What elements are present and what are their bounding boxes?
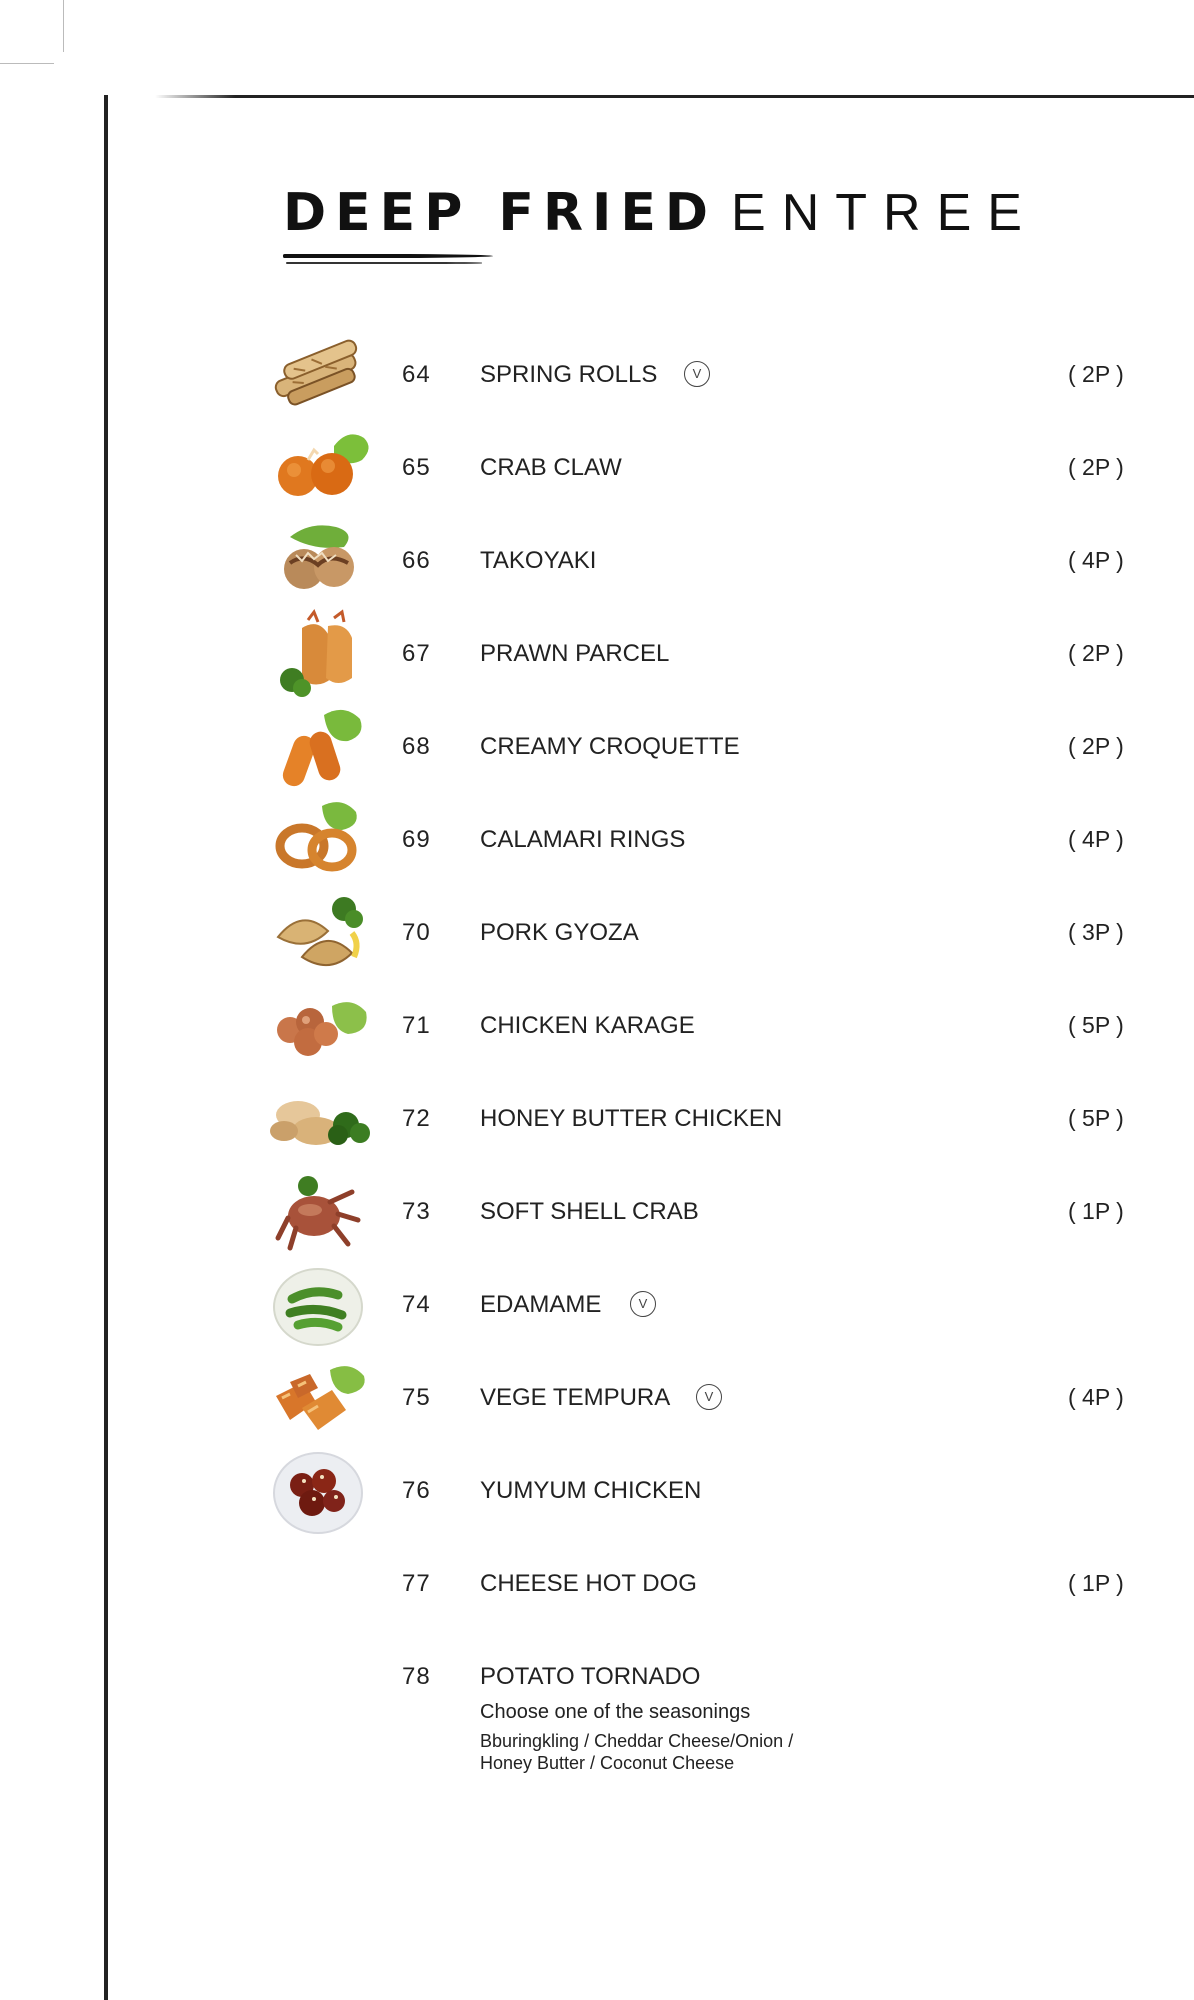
menu-item-yumyum-chicken xyxy=(0,1477,1194,1504)
item-portion: ( 5P ) xyxy=(1068,1012,1124,1038)
item-portion: ( 2P ) xyxy=(1068,733,1124,759)
item-number: 75 xyxy=(402,1384,431,1411)
item-name: EDAMAME xyxy=(480,1291,602,1318)
top-border-line xyxy=(155,95,1194,98)
menu-item-spring-rolls xyxy=(0,361,1194,388)
item-number: 64 xyxy=(402,361,431,388)
item-portion: ( 4P ) xyxy=(1068,826,1124,852)
item-name: CHICKEN KARAGE xyxy=(480,1012,695,1039)
yumyum-chicken-photo xyxy=(268,1445,374,1537)
item-number: 68 xyxy=(402,733,431,760)
vegetarian-icon: V xyxy=(684,361,710,387)
crab-claw-photo xyxy=(268,422,374,514)
soft-shell-crab-photo xyxy=(268,1166,374,1258)
menu-item-calamari-rings xyxy=(0,826,1194,853)
item-number: 76 xyxy=(402,1477,431,1504)
title-underline-stroke xyxy=(283,254,493,258)
menu-item-vege-tempura xyxy=(0,1384,1194,1411)
item-number: 77 xyxy=(402,1570,431,1597)
menu-item-honey-butter-chicken xyxy=(0,1105,1194,1132)
menu-item-edamame xyxy=(0,1291,1194,1318)
title-bold: DEEP FRIED xyxy=(283,183,718,243)
creamy-croquette-photo xyxy=(268,701,374,793)
takoyaki-photo xyxy=(268,515,374,607)
menu-item-prawn-parcel xyxy=(0,640,1194,667)
item-portion: ( 2P ) xyxy=(1068,361,1124,387)
item-portion: ( 4P ) xyxy=(1068,547,1124,573)
menu-item-soft-shell-crab xyxy=(0,1198,1194,1225)
item-name: TAKOYAKI xyxy=(480,547,597,574)
title-underline-stroke-thin xyxy=(286,262,482,264)
item-name: POTATO TORNADO xyxy=(480,1663,701,1690)
item-name: VEGE TEMPURA xyxy=(480,1384,671,1411)
item-name: SOFT SHELL CRAB xyxy=(480,1198,699,1225)
item-number: 78 xyxy=(402,1663,431,1690)
item-number: 65 xyxy=(402,454,431,481)
item-name: PORK GYOZA xyxy=(480,919,639,946)
chicken-karage-photo xyxy=(268,980,374,1072)
vegetarian-icon: V xyxy=(696,1384,722,1410)
item-number: 73 xyxy=(402,1198,431,1225)
potato-tornado-note: Choose one of the seasonings xyxy=(480,1701,751,1723)
menu-item-cheese-hot-dog xyxy=(0,1570,1194,1597)
potato-tornado-seasonings xyxy=(480,1730,793,1774)
edamame-photo xyxy=(268,1259,374,1351)
item-name: CREAMY CROQUETTE xyxy=(480,733,740,760)
item-number: 67 xyxy=(402,640,431,667)
menu-item-crab-claw xyxy=(0,454,1194,481)
menu-item-chicken-karage xyxy=(0,1012,1194,1039)
item-portion: ( 1P ) xyxy=(1068,1570,1124,1596)
pork-gyoza-photo xyxy=(268,887,374,979)
item-number: 69 xyxy=(402,826,431,853)
item-name: CHEESE HOT DOG xyxy=(480,1570,697,1597)
page-title xyxy=(283,182,1038,244)
item-portion: ( 4P ) xyxy=(1068,1384,1124,1410)
menu-item-pork-gyoza xyxy=(0,919,1194,946)
left-border-line xyxy=(104,95,108,2000)
item-number: 74 xyxy=(402,1291,431,1318)
item-number: 71 xyxy=(402,1012,431,1039)
spring-rolls-photo xyxy=(268,329,374,421)
calamari-rings-photo xyxy=(268,794,374,886)
prawn-parcel-photo xyxy=(268,608,374,700)
crop-mark-horizontal xyxy=(0,63,54,64)
item-name: SPRING ROLLS xyxy=(480,361,658,388)
vegetarian-icon: V xyxy=(630,1291,656,1317)
honey-butter-chicken-photo xyxy=(268,1073,374,1165)
item-name: YUMYUM CHICKEN xyxy=(480,1477,702,1504)
menu-item-creamy-croquette xyxy=(0,733,1194,760)
vege-tempura-photo xyxy=(268,1352,374,1444)
item-number: 66 xyxy=(402,547,431,574)
item-name: CRAB CLAW xyxy=(480,454,622,481)
item-portion: ( 1P ) xyxy=(1068,1198,1124,1224)
item-number: 70 xyxy=(402,919,431,946)
item-portion: ( 5P ) xyxy=(1068,1105,1124,1131)
seasonings-line-1: Bburingkling / Cheddar Cheese/Onion / xyxy=(480,1731,794,1751)
menu-item-takoyaki xyxy=(0,547,1194,574)
item-name: PRAWN PARCEL xyxy=(480,640,670,667)
seasonings-line-2: Honey Butter / Coconut Cheese xyxy=(480,1753,735,1773)
item-portion: ( 2P ) xyxy=(1068,454,1124,480)
item-portion: ( 3P ) xyxy=(1068,919,1124,945)
item-portion: ( 2P ) xyxy=(1068,640,1124,666)
item-number: 72 xyxy=(402,1105,431,1132)
menu-item-potato-tornado xyxy=(0,1663,1194,1690)
title-light: ENTREE xyxy=(731,184,1038,242)
item-name: CALAMARI RINGS xyxy=(480,826,686,853)
item-name: HONEY BUTTER CHICKEN xyxy=(480,1105,783,1132)
crop-mark-vertical xyxy=(63,0,64,52)
